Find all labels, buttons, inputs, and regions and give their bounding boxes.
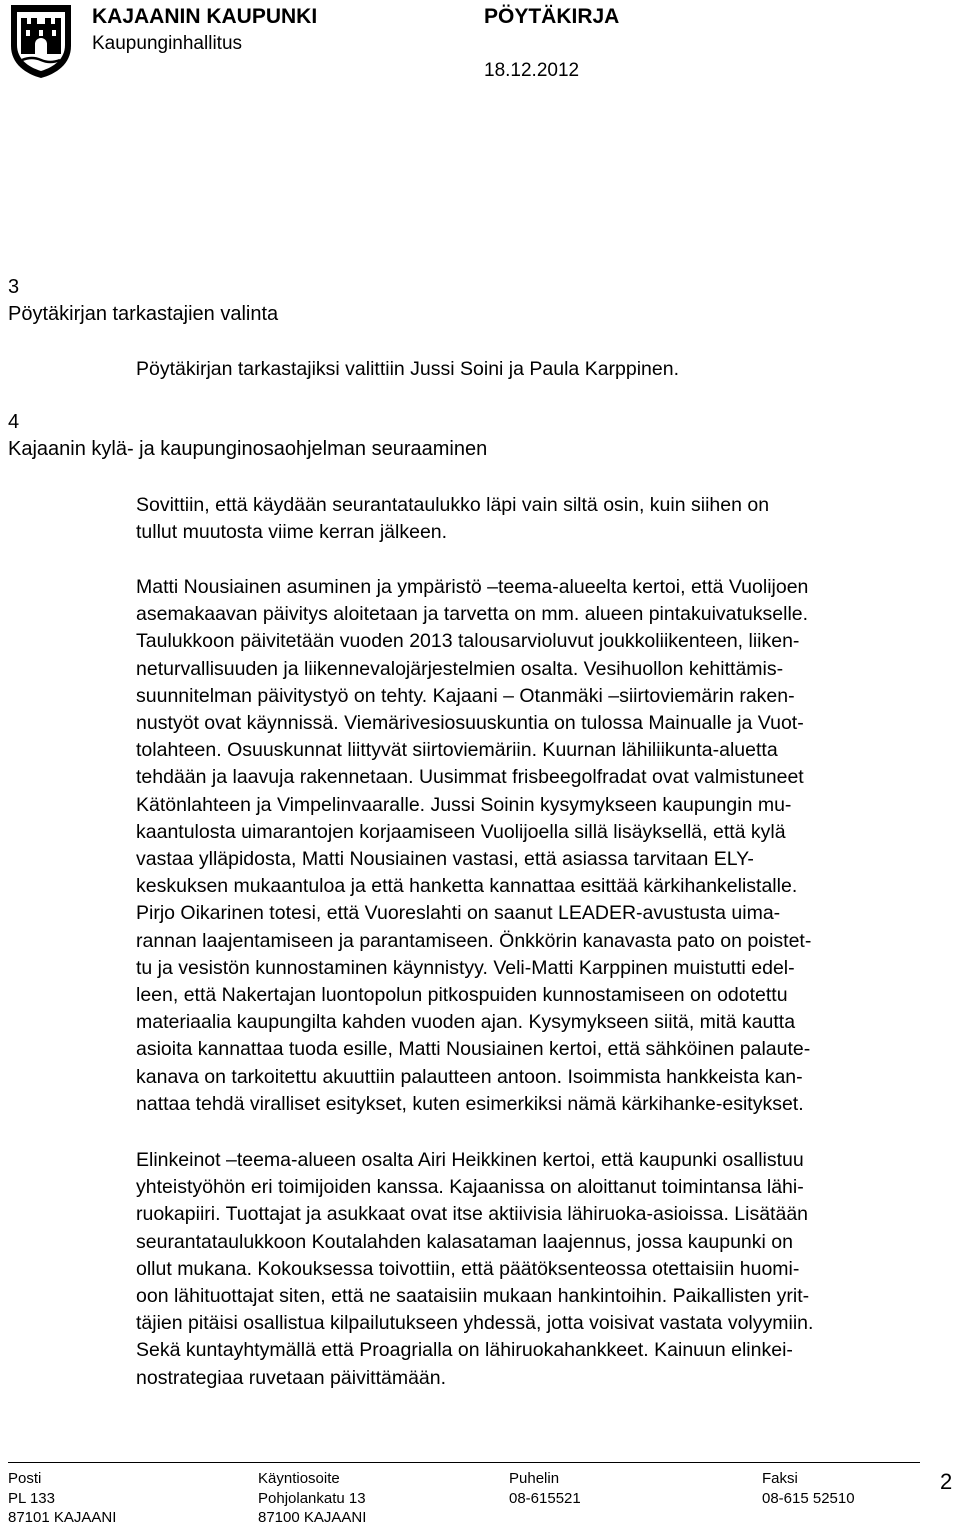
text-line: rannan laajentamiseen ja parantamiseen. Önkkörin kanavasta pato on poistet- [136,929,812,952]
text-line: nostrategiaa ruvetaan päivittämään. [136,1366,447,1389]
footer-value: 08-615 52510 [762,1489,855,1507]
text-line: leen, että Nakertajan luontopolun pitkospuiden kunnostamiseen on odotettu [136,984,788,1007]
text-line: ruokapiiri. Tuottajat ja asukkaat ovat itse aktiivisia lähiruoka-asioissa. Lisätään [136,1203,809,1226]
paragraph [136,1147,936,1392]
organization-name: KAJAANIN KAUPUNKI [92,5,318,28]
text-line: vastaa ylläpidosta, Matti Nousiainen vastasi, että asiassa tarvitaan ELY- [136,848,754,871]
footer-label: Faksi [762,1470,798,1487]
text-line: materiaalia kaupungilta kahden vuoden ajan. Kysymykseen siitä, mitä kautta [136,1011,796,1034]
footer-value: 87101 KAJAANI [8,1509,117,1526]
text-line: kaantulosta uimarantojen korjaamiseen Vuolijoella sillä lisäyksellä, että kylä [136,820,786,843]
document-type: PÖYTÄKIRJA [484,5,620,28]
text-line: oon lähituottajat siten, että ne saataisiin mukaan hankintoihin. Paikallisten yrit- [136,1285,810,1308]
text-line: tehdään ja laavuja rakennetaan. Uusimmat frisbeegolfradat ovat valmistuneet [136,766,804,789]
meeting-date: 18.12.2012 [484,60,580,81]
text-line: tolahteen. Osuuskunnat liittyvät siirtoviemäriin. Kuurnan lähiliikunta-aluetta [136,739,778,762]
section-number: 4 [8,411,20,433]
paragraph [136,492,936,546]
text-line: täjien pitäisi osallistua kilpailutukseen yhdessä, jotta voisivat vastata volyymiin. [136,1312,814,1335]
footer-label: Puhelin [509,1470,560,1487]
text-line: kanava on tarkoitettu akuuttiin palautteen antoon. Isoimmista hankkeista kan- [136,1065,803,1088]
text-line: Kätönlahteen ja Vimpelinvaaralle. Jussi Soinin kysymykseen kaupungin mu- [136,793,792,816]
text-line: suunnitelman päivitystyö on tehty. Kajaani – Otanmäki –siirtoviemärin raken- [136,684,795,707]
paragraph [136,356,936,383]
footer-divider [8,1462,920,1463]
section-title: Kajaanin kylä- ja kaupunginosaohjelman seuraaminen [8,438,488,460]
text-line: Sekä kuntayhtymällä että Proagrialla on lähiruokahankkeet. Kainuun elinkei- [136,1339,793,1362]
footer-fax [762,1469,855,1508]
text-line: Elinkeinot –teema-alueen osalta Airi Heikkinen kertoi, että kaupunki osallistuu [136,1149,804,1171]
footer-value: PL 133 [8,1489,55,1507]
text-line: ollut mukana. Kokouksessa toivottiin, että päätöksenteossa otettaisiin huomi- [136,1257,800,1280]
text-line: tullut muutosta viime kerran jälkeen. [136,521,448,544]
text-line: neturvallisuuden ja liikennevalojärjestelmien osalta. Vesihuollon kehittämis- [136,657,784,680]
text-line: Sovittiin, että käydään seurantataulukko läpi vain siltä osin, kuin siihen on [136,494,770,516]
city-coat-of-arms-logo [8,2,74,80]
footer-visiting-address [258,1469,366,1528]
page-number: 2 [940,1469,953,1494]
text-line: Taulukkoon päivitetään vuoden 2013 talousarvioluvut joukkoliikenteen, liiken- [136,630,800,653]
footer-value: Pohjolankatu 13 [258,1489,366,1507]
text-line: nustyöt ovat käynnissä. Viemärivesiosuuskuntia on tulossa Mainualle ja Vuot- [136,712,804,735]
governing-body: Kaupunginhallitus [92,33,243,54]
footer-label: Käyntiosoite [258,1470,340,1487]
text-line: nattaa tehdä viralliset esitykset, kuten esimerkiksi nämä kärkihanke-esitykset. [136,1092,804,1115]
text-line: asemakaavan päivitys aloitetaan ja tarvetta on mm. alueen pintakuivatukselle. [136,603,809,626]
text-line: Pöytäkirjan tarkastajiksi valittiin Jussi Soini ja Paula Karppinen. [136,358,680,380]
text-line: seurantataulukkoon Koutalahden kalasataman laajennus, jossa kaupunki on [136,1230,793,1253]
footer-postal-address [8,1469,116,1528]
footer-value: 08-615521 [509,1489,581,1507]
section-number: 3 [8,276,20,298]
paragraph [136,574,936,1118]
footer-phone [509,1469,581,1508]
text-line: yhteistyöhön eri toimijoiden kanssa. Kajaanissa on aloittanut toimintansa lähi- [136,1176,804,1199]
text-line: keskuksen mukaantuloa ja että hanketta kannattaa esittää kärkihankelistalle. [136,875,798,898]
text-line: Matti Nousiainen asuminen ja ympäristö –teema-alueelta kertoi, että Vuolijoen [136,576,809,598]
section-title: Pöytäkirjan tarkastajien valinta [8,303,279,325]
text-line: asioita kannattaa tuoda esille, Matti Nousiainen kertoi, että sähköinen palaute- [136,1038,811,1061]
text-line: tu ja vesistön kunnostaminen käynnistyy. Veli-Matti Karppinen muistutti edel- [136,956,795,979]
footer-label: Posti [8,1470,42,1487]
footer-value: 87100 KAJAANI [258,1509,367,1526]
text-line: Pirjo Oikarinen totesi, että Vuoreslahti on saanut LEADER-avustusta uima- [136,902,781,925]
